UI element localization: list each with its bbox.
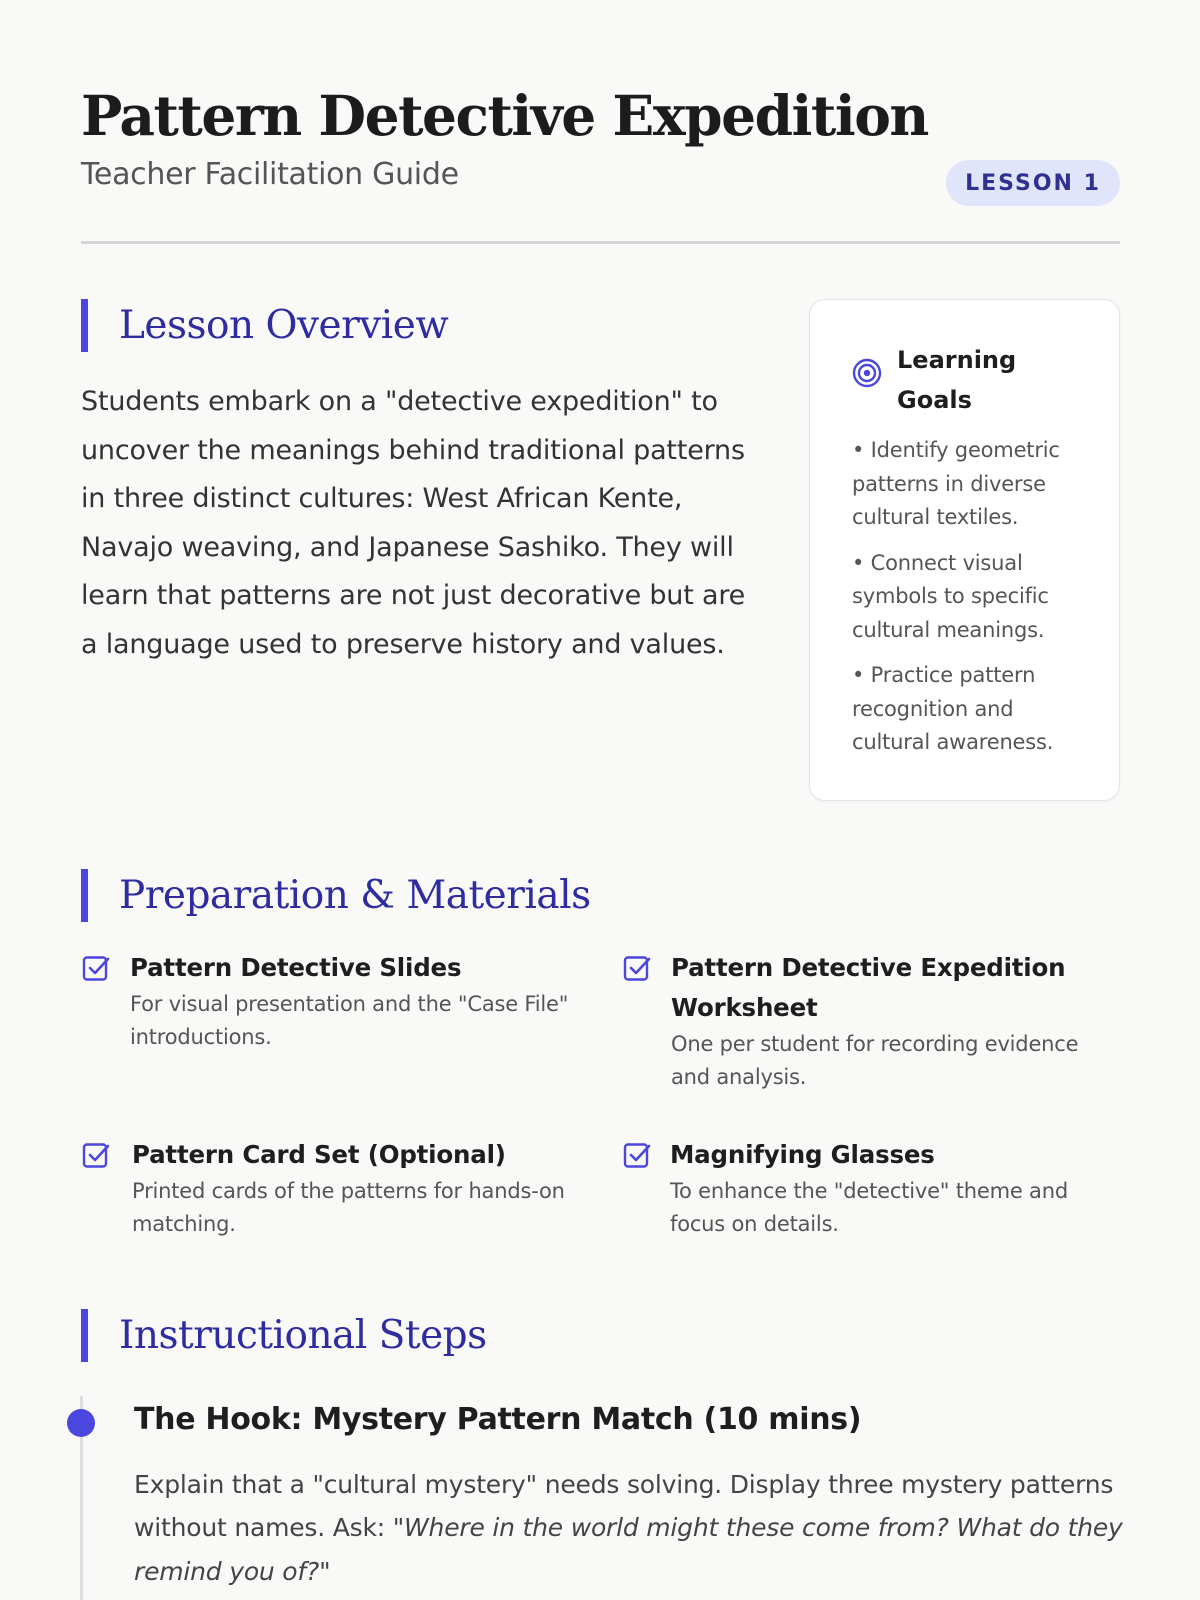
- section-heading-steps: Instructional Steps: [81, 1309, 487, 1362]
- learning-goals-title: Learning Goals: [897, 346, 1017, 414]
- learning-goal-item: • Identify geometric patterns in diverse cultural textiles.: [852, 438, 1060, 529]
- learning-goals-header: [852, 340, 1089, 420]
- checkbox-icon: [622, 953, 654, 985]
- material-description: To enhance the "detective" theme and focus on details.: [670, 1179, 1068, 1236]
- target-icon: [852, 358, 882, 388]
- learning-goals-card: [809, 299, 1120, 801]
- material-item-slides: [81, 948, 581, 1054]
- learning-goals-list: [852, 434, 1089, 760]
- section-heading-overview: Lesson Overview: [81, 299, 448, 352]
- lesson-badge: LESSON 1: [946, 160, 1120, 206]
- material-description: For visual presentation and the "Case File" introductions.: [130, 992, 569, 1049]
- step-title: The Hook: Mystery Pattern Match (10 mins): [134, 1402, 862, 1437]
- step-description-quote: "Where in the world might these come from? What do they remind you of?": [134, 1513, 1123, 1586]
- material-description: One per student for recording evidence and analysis.: [671, 1032, 1079, 1089]
- learning-goal-item: • Connect visual symbols to specific cultural meanings.: [852, 550, 1049, 642]
- document-title: Pattern Detective Expedition: [81, 83, 928, 148]
- material-item-card-set: [81, 1135, 581, 1241]
- checkbox-icon: [622, 1140, 654, 1172]
- document-subtitle: Teacher Facilitation Guide: [81, 157, 459, 192]
- timeline-dot: [67, 1409, 95, 1437]
- checkbox-icon: [81, 1140, 113, 1172]
- step-description: [134, 1463, 1124, 1593]
- checkbox-icon: [81, 953, 113, 985]
- material-title: Magnifying Glasses: [670, 1140, 935, 1169]
- material-title: Pattern Card Set (Optional): [132, 1140, 506, 1169]
- material-item-magnifying-glasses: [622, 1135, 1120, 1241]
- learning-goal-item: • Practice pattern recognition and cultural awareness.: [852, 663, 1054, 754]
- step-description-text: Explain that a "cultural mystery" needs solving. Display three mystery patterns without names. Ask:: [134, 1470, 1114, 1543]
- material-description: Printed cards of the patterns for hands-on matching.: [132, 1179, 565, 1236]
- overview-text: Students embark on a "detective expedition" to uncover the meanings behind traditional patterns in three distinct cultures: West African Kente, Navajo weaving, and Japanese Sashiko. They will learn that patterns are not just decorative but are a language used to preserve history and values.: [81, 386, 746, 660]
- material-title: Pattern Detective Slides: [130, 953, 462, 982]
- material-item-worksheet: [622, 948, 1120, 1094]
- material-title: Pattern Detective Expedition Worksheet: [671, 953, 1066, 1022]
- header-divider: [81, 241, 1120, 244]
- section-heading-materials: Preparation & Materials: [81, 869, 591, 922]
